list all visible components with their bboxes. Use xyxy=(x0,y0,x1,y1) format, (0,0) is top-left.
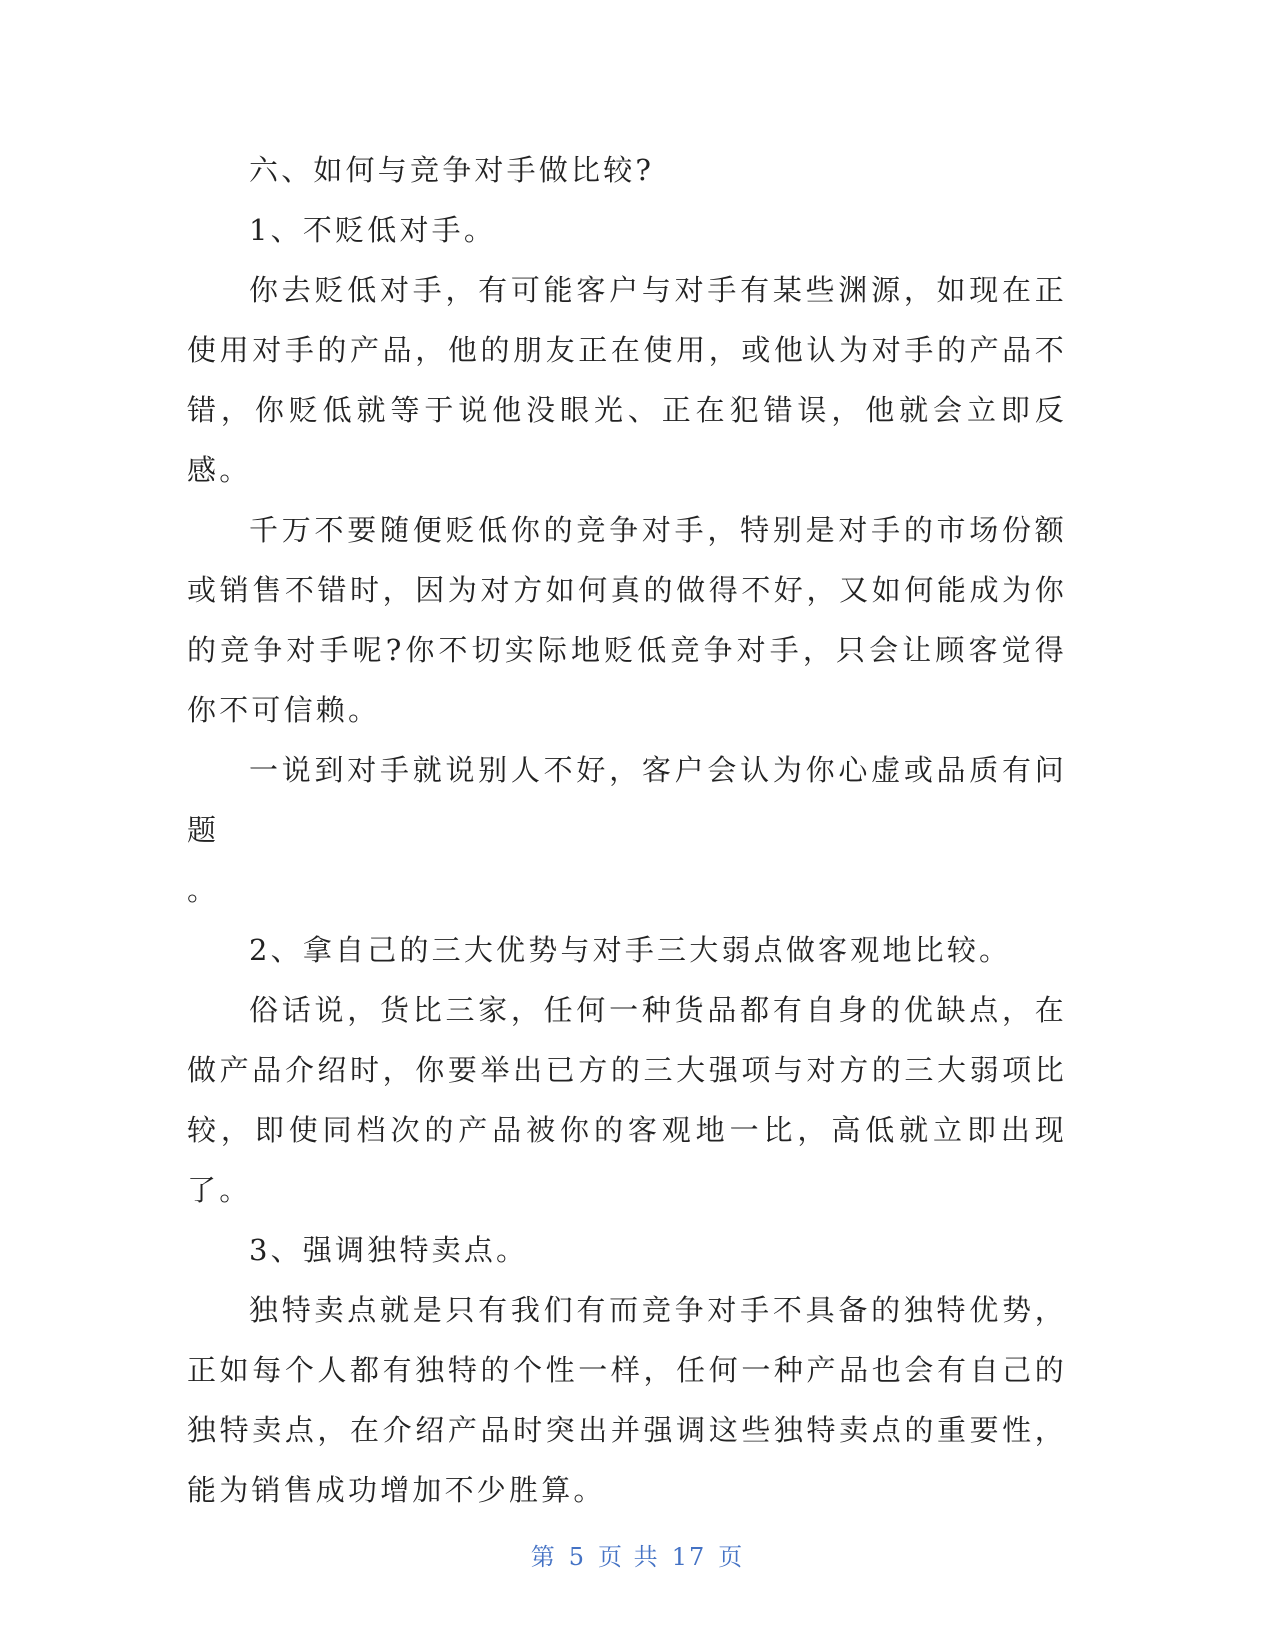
footer-total-pages: 17 xyxy=(671,1543,707,1571)
page-footer xyxy=(0,1537,1275,1572)
paragraph: 独特卖点就是只有我们有而竞争对手不具备的独特优势，正如每个人都有独特的个性一样，任何一种产品也会有自己的独特卖点，在介绍产品时突出并强调这些独特卖点的重要性，能为销售成功增加不少胜算。 xyxy=(187,1293,1067,1507)
paragraph: 你去贬低对手，有可能客户与对手有某些渊源，如现在正使用对手的产品，他的朋友正在使用，或他认为对手的产品不错，你贬低就等于说他没眼光、正在犯错误，他就会立即反感。 xyxy=(187,273,1067,487)
subheading-2: 2、拿自己的三大优势与对手三大弱点做客观地比较。 xyxy=(249,933,1012,967)
paragraph: 千万不要随便贬低你的竞争对手，特别是对手的市场份额或销售不错时，因为对方如何真的做得不好，又如何能成为你的竞争对手呢?你不切实际地贬低竞争对手，只会让顾客觉得你不可信赖。 xyxy=(187,513,1067,727)
footer-suffix: 页 xyxy=(718,1543,745,1571)
footer-middle: 页 共 xyxy=(598,1543,660,1571)
footer-prefix: 第 xyxy=(530,1543,557,1571)
section-heading: 六、如何与竞争对手做比较? xyxy=(249,153,655,187)
subheading-3: 3、强调独特卖点。 xyxy=(249,1233,529,1267)
paragraph: 一说到对手就说别人不好，客户会认为你心虚或品质有问题 xyxy=(187,753,1067,847)
paragraph: 俗话说，货比三家，任何一种货品都有自身的优缺点，在做产品介绍时，你要举出已方的三大强项与对方的三大弱项比较，即使同档次的产品被你的客观地一比，高低就立即出现了。 xyxy=(187,993,1067,1207)
subheading-1: 1、不贬低对手。 xyxy=(249,213,497,247)
paragraph-continuation: 。 xyxy=(187,873,220,907)
footer-page-number: 5 xyxy=(568,1543,587,1571)
document-body xyxy=(187,140,1067,1520)
